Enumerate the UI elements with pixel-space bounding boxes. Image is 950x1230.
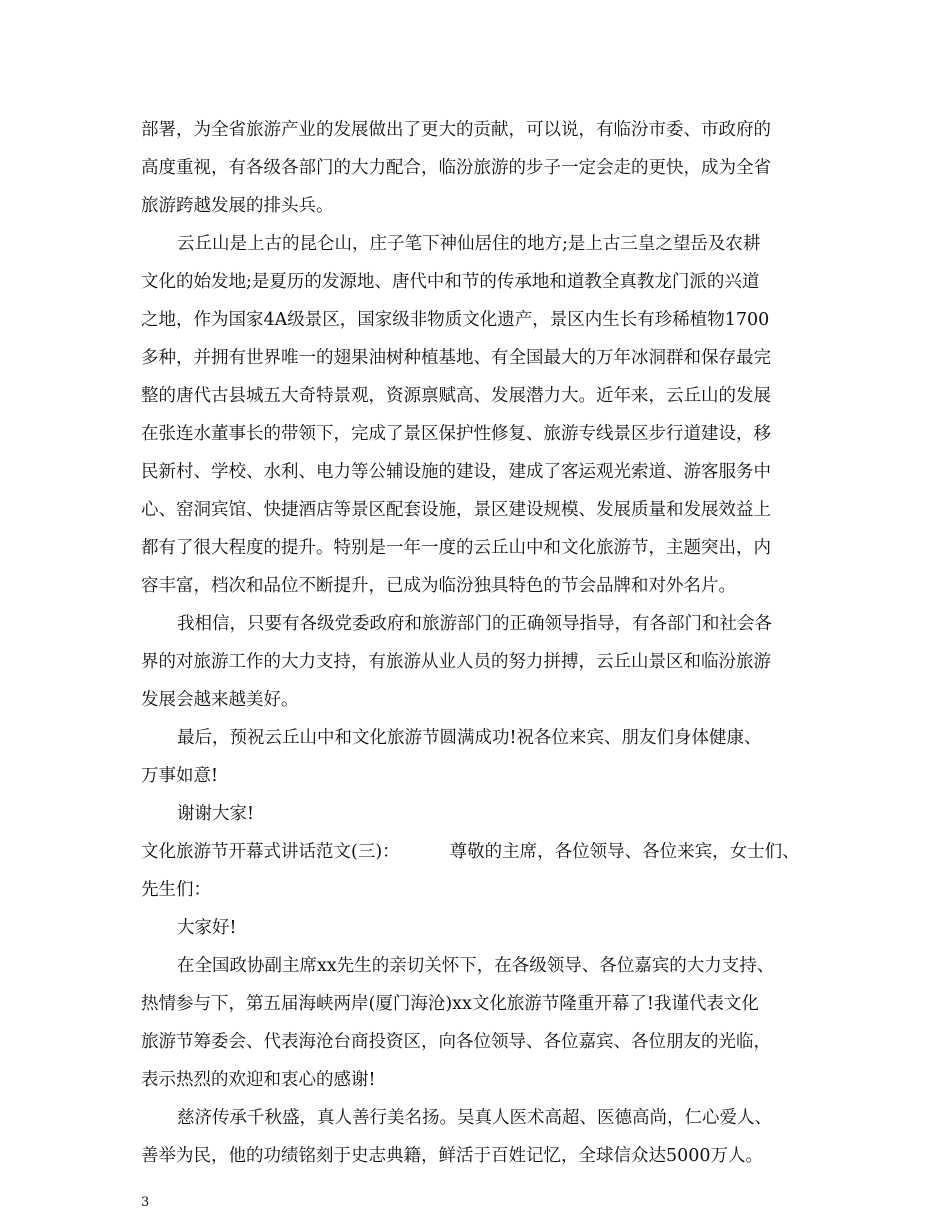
text-line: 多种，并拥有世界唯一的翅果油树种植基地、有全国最大的万年冰洞群和保存最完 bbox=[141, 348, 771, 368]
text-line: 容丰富，档次和品位不断提升，已成为临汾独具特色的节会品牌和对外名片。 bbox=[141, 576, 736, 596]
text-line: 文化的始发地;是夏历的发源地、唐代中和节的传承地和道教全真教龙门派的兴道 bbox=[141, 272, 760, 292]
text-line: 我相信，只要有各级党委政府和旅游部门的正确领导指导，有各部门和社会各 bbox=[177, 614, 772, 634]
text-line: 大家好! bbox=[177, 918, 237, 938]
text-line: 热情参与下，第五届海峡两岸(厦门海沧)xx文化旅游节隆重开幕了!我谨代表文化 bbox=[141, 994, 759, 1014]
text-line: 在全国政协副主席xx先生的亲切关怀下，在各级领导、各位嘉宾的大力支持、 bbox=[177, 956, 775, 976]
text-line: 谢谢大家! bbox=[177, 804, 255, 824]
text-line: 在张连水董事长的带领下，完成了景区保护性修复、旅游专线景区步行道建设，移 bbox=[141, 424, 771, 444]
text-line: 表示热烈的欢迎和衷心的感谢! bbox=[141, 1070, 376, 1090]
text-line: 善举为民，他的功绩铭刻于史志典籍，鲜活于百姓记忆，全球信众达5000万人。 bbox=[141, 1146, 764, 1166]
text-line: 旅游节筹委会、代表海沧台商投资区，向各位领导、各位嘉宾、各位朋友的光临， bbox=[141, 1032, 771, 1052]
text-line: 慈济传承千秋盛，真人善行美名扬。吴真人医术高超、医德高尚，仁心爱人、 bbox=[177, 1108, 772, 1128]
text-line: 高度重视，有各级各部门的大力配合，临汾旅游的步子一定会走的更快，成为全省 bbox=[141, 158, 771, 178]
text-line: 旅游跨越发展的排头兵。 bbox=[141, 196, 334, 216]
text-line: 先生们： bbox=[141, 880, 211, 900]
text-line: 部署，为全省旅游产业的发展做出了更大的贡献，可以说，有临汾市委、市政府的 bbox=[141, 120, 771, 140]
text-line: 之地，作为国家4A级景区，国家级非物质文化遗产，景区内生长有珍稀植物1700 bbox=[141, 310, 770, 330]
text-line: 最后，预祝云丘山中和文化旅游节圆满成功!祝各位来宾、朋友们身体健康、 bbox=[177, 728, 762, 748]
text-line: 心、窑洞宾馆、快捷酒店等景区配套设施，景区建设规模、发展质量和发展效益上 bbox=[141, 500, 771, 520]
text-line: 整的唐代古县城五大奇特景观，资源禀赋高、发展潜力大。近年来，云丘山的发展 bbox=[141, 386, 771, 406]
section-heading-line bbox=[141, 833, 831, 871]
text-line: 民新村、学校、水利、电力等公辅设施的建设，建成了客运观光索道、游客服务中 bbox=[141, 462, 771, 482]
text-line: 云丘山是上古的昆仑山，庄子笔下神仙居住的地方;是上古三皇之望岳及农耕 bbox=[177, 234, 761, 254]
greeting-text: 尊敬的主席，各位领导、各位来宾，女士们、 bbox=[449, 842, 800, 862]
page-number: 3 bbox=[141, 1195, 150, 1210]
section-heading: 文化旅游节开幕式讲话范文(三)： bbox=[141, 842, 400, 862]
text-line: 发展会越来越美好。 bbox=[141, 690, 299, 710]
text-line: 界的对旅游工作的大力支持，有旅游从业人员的努力拼搏，云丘山景区和临汾旅游 bbox=[141, 652, 771, 672]
text-line: 都有了很大程度的提升。特别是一年一度的云丘山中和文化旅游节，主题突出，内 bbox=[141, 538, 771, 558]
text-line: 万事如意! bbox=[141, 766, 219, 786]
